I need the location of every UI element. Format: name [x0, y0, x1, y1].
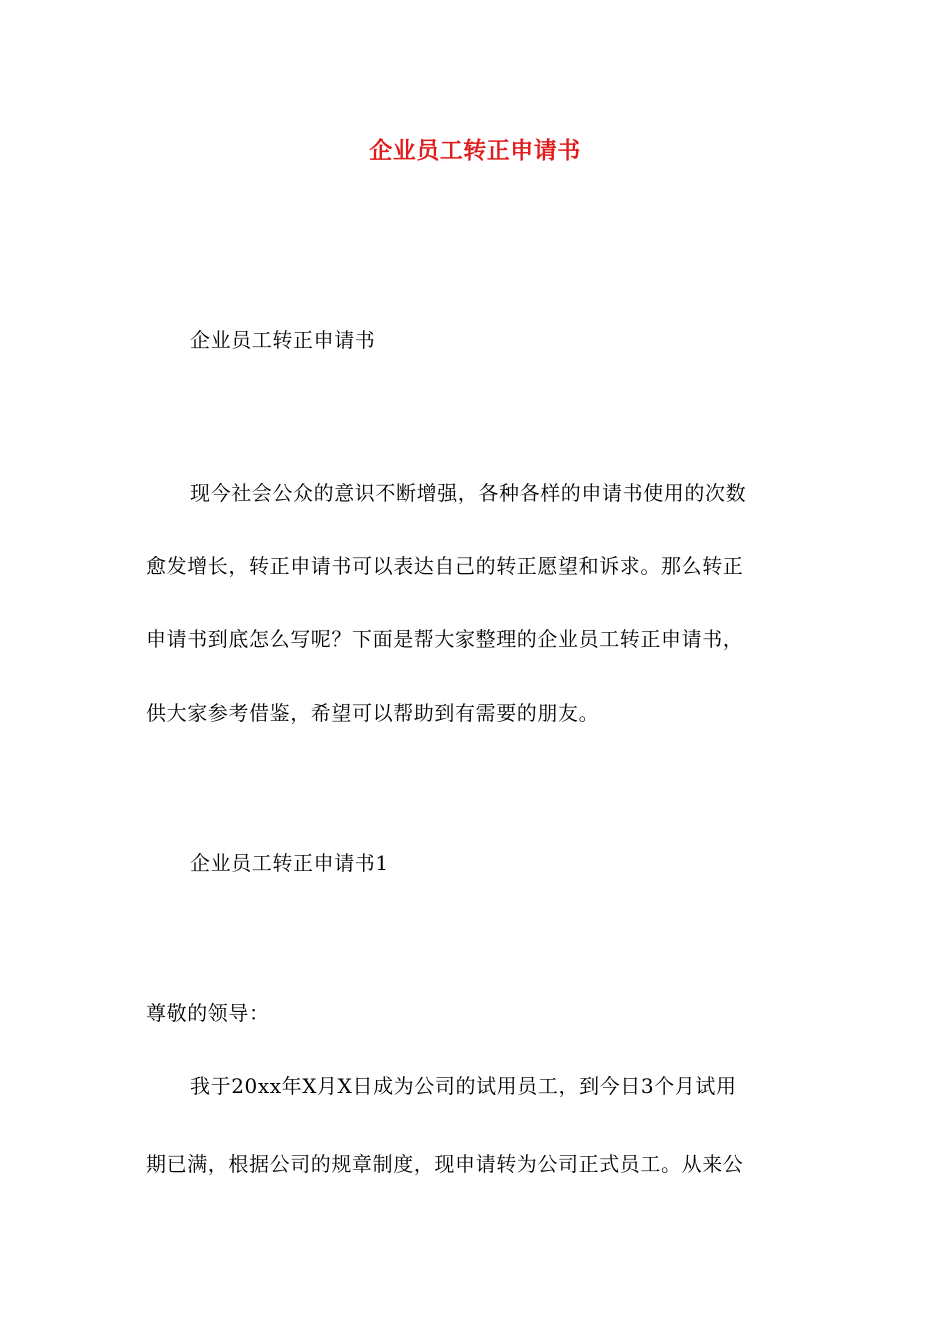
intro-line-2: 愈发增长，转正申请书可以表达自己的转正愿望和诉求。那么转正 — [146, 554, 744, 578]
intro-line-1: 现今社会公众的意识不断增强，各种各样的申请书使用的次数 — [190, 481, 747, 505]
section-heading: 企业员工转正申请书1 — [190, 851, 389, 875]
intro-line-4: 供大家参考借鉴，希望可以帮助到有需要的朋友。 — [146, 701, 600, 725]
intro-line-3: 申请书到底怎么写呢？下面是帮大家整理的企业员工转正申请书， — [146, 627, 744, 651]
document-title: 企业员工转正申请书 — [369, 137, 581, 164]
document-heading: 企业员工转正申请书 — [190, 328, 376, 352]
body-line-1: 我于20xx年X月X日成为公司的试用员工，到今日3个月试用 — [190, 1074, 737, 1098]
salutation: 尊敬的领导： — [146, 1001, 270, 1025]
body-line-2: 期已满，根据公司的规章制度，现申请转为公司正式员工。从来公 — [146, 1152, 744, 1176]
